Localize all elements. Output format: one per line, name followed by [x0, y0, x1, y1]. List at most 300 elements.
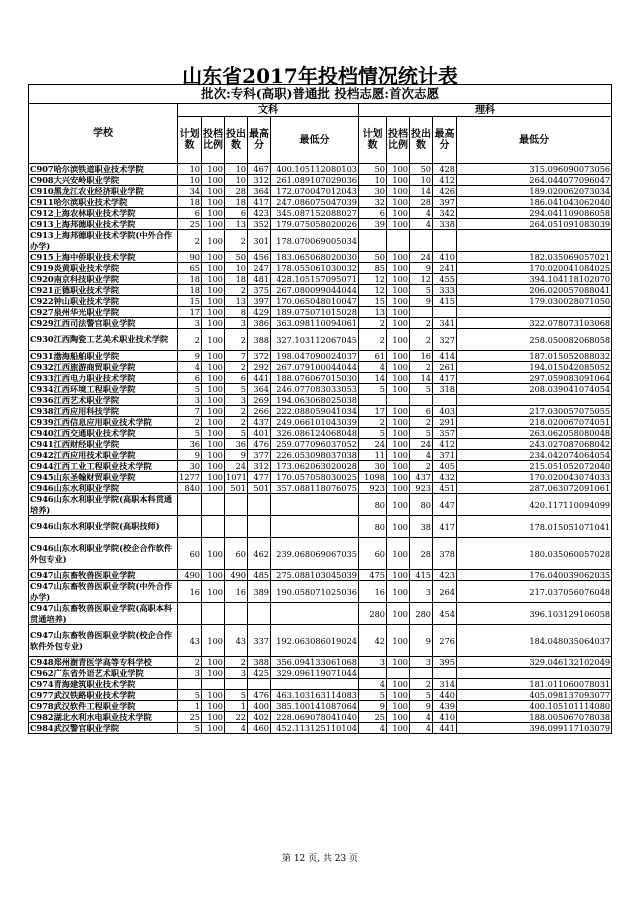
value-cell: 5 — [359, 428, 387, 439]
value-cell: 100 — [202, 657, 225, 668]
value-cell: 18 — [178, 197, 202, 208]
school-cell: C933江西电力职业技术学院 — [29, 373, 178, 384]
table-row — [29, 307, 612, 318]
value-cell: 100 — [387, 657, 410, 668]
table-row — [29, 581, 612, 603]
school-cell: C932江西旅游商贸职业学院 — [29, 362, 178, 373]
value-cell: 100 — [202, 351, 225, 362]
value-cell: 100 — [202, 230, 225, 252]
value-cell: 100 — [202, 428, 225, 439]
value-cell: 6 — [178, 373, 202, 384]
value-cell: 100 — [387, 362, 410, 373]
value-cell: 455 — [433, 274, 457, 285]
value-cell: 100 — [387, 417, 410, 428]
header-min: 最低分 — [271, 117, 359, 164]
value-cell: 60 — [359, 538, 387, 570]
table-row — [29, 318, 612, 329]
value-cell: 100 — [202, 395, 225, 406]
value-cell: 9 — [410, 625, 433, 657]
value-cell: 10 — [225, 175, 248, 186]
value-cell: 100 — [387, 450, 410, 461]
value-cell: 923 — [410, 483, 433, 494]
value-cell: 292 — [248, 362, 271, 373]
value-cell: 188.076067015030 — [271, 373, 359, 384]
value-cell: 447 — [433, 494, 457, 516]
value-cell: 14 — [410, 186, 433, 197]
value-cell: 452.113125110104 — [271, 723, 359, 734]
value-cell — [202, 494, 225, 516]
school-cell: C947山东畜牧兽医职业学院(校企合作软件外包专业) — [29, 625, 178, 657]
value-cell: 475 — [359, 570, 387, 581]
value-cell: 206.020057088041 — [457, 285, 612, 296]
value-cell: 4 — [359, 723, 387, 734]
value-cell — [225, 516, 248, 538]
value-cell: 15 — [359, 296, 387, 307]
school-cell: C913上海邦德职业技术学院(中外合作办学) — [29, 230, 178, 252]
value-cell: 4 — [359, 679, 387, 690]
school-cell: C945山东圣翰财贸职业学院 — [29, 472, 178, 483]
value-cell: 327 — [433, 329, 457, 351]
value-cell: 11 — [359, 450, 387, 461]
value-cell: 312 — [248, 461, 271, 472]
value-cell: 28 — [410, 197, 433, 208]
table-row — [29, 472, 612, 483]
value-cell: 100 — [202, 384, 225, 395]
value-cell: 5 — [359, 384, 387, 395]
value-cell: 451 — [433, 483, 457, 494]
value-cell: 100 — [202, 723, 225, 734]
value-cell: 415 — [433, 296, 457, 307]
value-cell: 4 — [410, 723, 433, 734]
value-cell: 173.062063020028 — [271, 461, 359, 472]
value-cell: 100 — [202, 197, 225, 208]
table-row — [29, 570, 612, 581]
value-cell: 239.068069067035 — [271, 538, 359, 570]
value-cell: 28 — [410, 538, 433, 570]
value-cell: 5 — [178, 384, 202, 395]
value-cell: 2 — [225, 417, 248, 428]
school-cell: C938江西应用科技学院 — [29, 406, 178, 417]
value-cell: 28 — [225, 186, 248, 197]
value-cell: 10 — [178, 175, 202, 186]
value-cell — [202, 603, 225, 625]
value-cell — [359, 668, 387, 679]
value-cell: 100 — [202, 318, 225, 329]
table-row — [29, 296, 612, 307]
value-cell: 267.080099044044 — [271, 285, 359, 296]
table-row — [29, 384, 612, 395]
value-cell: 100 — [202, 450, 225, 461]
value-cell: 22 — [225, 712, 248, 723]
value-cell: 13 — [225, 296, 248, 307]
table-row — [29, 208, 612, 219]
value-cell: 280 — [410, 603, 433, 625]
value-cell: 100 — [387, 625, 410, 657]
value-cell: 10 — [225, 164, 248, 175]
value-cell — [271, 516, 359, 538]
value-cell: 2 — [410, 461, 433, 472]
value-cell: 16 — [225, 581, 248, 603]
value-cell: 100 — [387, 318, 410, 329]
header-min: 最低分 — [457, 117, 612, 164]
value-cell: 10 — [178, 164, 202, 175]
value-cell: 432 — [433, 472, 457, 483]
value-cell: 100 — [387, 186, 410, 197]
value-cell: 9 — [410, 296, 433, 307]
school-cell: C946山东水利职业学院(校企合作软件外包专业) — [29, 538, 178, 570]
value-cell: 357.088118076075 — [271, 483, 359, 494]
value-cell: 312 — [248, 175, 271, 186]
value-cell: 410 — [433, 252, 457, 263]
value-cell: 100 — [387, 384, 410, 395]
value-cell: 412 — [433, 175, 457, 186]
table-row — [29, 690, 612, 701]
value-cell: 462 — [248, 538, 271, 570]
value-cell: 1071 — [226, 472, 247, 482]
value-cell: 275.088103045039 — [271, 570, 359, 581]
value-cell: 1 — [178, 701, 202, 712]
value-cell: 100 — [202, 417, 225, 428]
table-body — [29, 164, 612, 734]
header-toudang: 投出数 — [410, 117, 433, 164]
value-cell: 100 — [202, 307, 225, 318]
value-cell: 3 — [178, 318, 202, 329]
table-row — [29, 516, 612, 538]
value-cell: 4 — [178, 362, 202, 373]
value-cell: 9 — [225, 450, 248, 461]
value-cell — [225, 679, 248, 690]
value-cell: 467 — [248, 164, 271, 175]
value-cell: 100 — [202, 570, 225, 581]
value-cell: 100 — [202, 406, 225, 417]
value-cell: 32 — [359, 197, 387, 208]
value-cell — [178, 494, 202, 516]
value-cell: 186.041043062040 — [457, 197, 612, 208]
value-cell: 100 — [202, 329, 225, 351]
value-cell — [457, 307, 612, 318]
value-cell: 269 — [248, 395, 271, 406]
value-cell: 378 — [433, 538, 457, 570]
table-row — [29, 175, 612, 186]
value-cell: 4 — [225, 723, 248, 734]
value-cell: 80 — [359, 516, 387, 538]
value-cell: 2 — [178, 230, 202, 252]
value-cell: 60 — [225, 538, 248, 570]
value-cell: 410 — [433, 712, 457, 723]
value-cell: 189.075071015028 — [271, 307, 359, 318]
value-cell: 345.087152088027 — [271, 208, 359, 219]
value-cell: 371 — [433, 450, 457, 461]
school-cell: C922钟山职业技术学院 — [29, 296, 178, 307]
school-cell: C912上海农林职业技术学院 — [29, 208, 178, 219]
value-cell: 397 — [248, 296, 271, 307]
school-cell: C930江西陶瓷工艺美术职业技术学院 — [29, 329, 178, 351]
header-ratio: 投档比例 — [202, 117, 225, 164]
value-cell: 100 — [387, 472, 410, 483]
value-cell: 38 — [410, 516, 433, 538]
value-cell: 364 — [248, 186, 271, 197]
value-cell: 287.063072091061 — [457, 483, 612, 494]
value-cell: 476 — [248, 439, 271, 450]
value-cell: 100 — [387, 570, 410, 581]
value-cell — [248, 516, 271, 538]
value-cell: 258.050082068058 — [457, 329, 612, 351]
table-row — [29, 657, 612, 668]
value-cell: 12 — [359, 274, 387, 285]
value-cell: 187.015052088032 — [457, 351, 612, 362]
value-cell: 100 — [387, 296, 410, 307]
value-cell: 246.077083033053 — [271, 384, 359, 395]
value-cell: 183.065068020030 — [271, 252, 359, 263]
table-row — [29, 274, 612, 285]
value-cell: 401 — [248, 428, 271, 439]
value-cell: 100 — [202, 164, 225, 175]
value-cell: 222.088059041034 — [271, 406, 359, 417]
school-cell: C913上海邦德职业技术学院 — [29, 219, 178, 230]
value-cell: 315.096090073056 — [457, 164, 612, 175]
value-cell — [248, 494, 271, 516]
value-cell: 2 — [410, 679, 433, 690]
value-cell: 338 — [433, 219, 457, 230]
value-cell: 460 — [248, 723, 271, 734]
value-cell: 194.015042085052 — [457, 362, 612, 373]
value-cell: 17 — [359, 406, 387, 417]
value-cell: 5 — [178, 690, 202, 701]
value-cell — [387, 395, 410, 406]
value-cell: 386 — [248, 318, 271, 329]
batch-banner: 批次:专科(高职)普通批 投档志愿:首次志愿 — [29, 85, 612, 104]
value-cell: 217.030057075055 — [457, 406, 612, 417]
value-cell: 50 — [359, 252, 387, 263]
value-cell — [359, 230, 387, 252]
value-cell: 14 — [359, 373, 387, 384]
admission-table — [28, 84, 612, 734]
school-cell: C927泉州华光职业学院 — [29, 307, 178, 318]
school-cell: C974青海建筑职业技术学院 — [29, 679, 178, 690]
value-cell: 375 — [248, 285, 271, 296]
school-cell: C929江西司法警官职业学院 — [29, 318, 178, 329]
value-cell: 100 — [387, 252, 410, 263]
value-cell: 17 — [178, 307, 202, 318]
value-cell: 100 — [387, 263, 410, 274]
value-cell: 65 — [178, 263, 202, 274]
value-cell: 2 — [359, 329, 387, 351]
value-cell: 3 — [410, 657, 433, 668]
value-cell: 3 — [178, 668, 202, 679]
value-cell: 337 — [248, 625, 271, 657]
school-cell: C939江西信息应用职业技术学院 — [29, 417, 178, 428]
value-cell: 291 — [433, 417, 457, 428]
value-cell: 6 — [225, 373, 248, 384]
value-cell: 333 — [433, 285, 457, 296]
value-cell: 43 — [225, 625, 248, 657]
value-cell: 425 — [248, 668, 271, 679]
value-cell: 5 — [225, 690, 248, 701]
value-cell: 2 — [225, 230, 248, 252]
value-cell: 100 — [202, 263, 225, 274]
value-cell: 16 — [410, 351, 433, 362]
value-cell: 100 — [202, 625, 225, 657]
value-cell: 170.065048010047 — [271, 296, 359, 307]
value-cell: 280 — [359, 603, 387, 625]
value-cell: 5 — [359, 690, 387, 701]
value-cell: 840 — [178, 483, 202, 494]
value-cell: 2 — [410, 417, 433, 428]
page-footer: 第 12 页, 共 23 页 — [281, 854, 359, 864]
value-cell: 60 — [178, 538, 202, 570]
value-cell: 10 — [225, 263, 248, 274]
value-cell — [359, 395, 387, 406]
value-cell: 261 — [433, 362, 457, 373]
value-cell: 357 — [433, 428, 457, 439]
table-row — [29, 373, 612, 384]
value-cell: 403 — [433, 406, 457, 417]
value-cell — [410, 668, 433, 679]
value-cell: 429 — [248, 307, 271, 318]
value-cell: 100 — [387, 723, 410, 734]
value-cell: 1 — [225, 701, 248, 712]
value-cell — [387, 230, 410, 252]
value-cell: 276 — [433, 625, 457, 657]
value-cell: 24 — [359, 439, 387, 450]
value-cell: 454 — [433, 603, 457, 625]
value-cell: 100 — [387, 351, 410, 362]
table-row — [29, 603, 612, 625]
table-row — [29, 186, 612, 197]
value-cell: 377 — [248, 450, 271, 461]
value-cell: 100 — [202, 252, 225, 263]
value-cell: 322.078073103068 — [457, 318, 612, 329]
value-cell: 178.070069005034 — [271, 230, 359, 252]
school-cell: C908大兴安岭职业学院 — [29, 175, 178, 186]
school-cell: C911哈尔滨职业技术学院 — [29, 197, 178, 208]
value-cell: 5 — [410, 285, 433, 296]
value-cell: 4 — [359, 362, 387, 373]
value-cell: 3 — [410, 581, 433, 603]
table-row — [29, 439, 612, 450]
value-cell: 100 — [202, 219, 225, 230]
value-cell: 389 — [248, 581, 271, 603]
value-cell: 428 — [433, 164, 457, 175]
value-cell: 10 — [410, 175, 433, 186]
school-cell: C942江西应用技术职业学院 — [29, 450, 178, 461]
value-cell: 428.105157095071 — [271, 274, 359, 285]
value-cell: 3 — [359, 657, 387, 668]
table-row — [29, 219, 612, 230]
value-cell: 8 — [225, 307, 248, 318]
value-cell: 481 — [248, 274, 271, 285]
value-cell: 440 — [433, 690, 457, 701]
value-cell: 356.094133061068 — [271, 657, 359, 668]
value-cell — [387, 668, 410, 679]
value-cell: 400 — [248, 701, 271, 712]
value-cell: 18 — [178, 274, 202, 285]
value-cell: 180.035060057028 — [457, 538, 612, 570]
value-cell: 25 — [359, 712, 387, 723]
value-cell: 100 — [202, 208, 225, 219]
value-cell: 179.030028071050 — [457, 296, 612, 307]
value-cell: 215.051052072040 — [457, 461, 612, 472]
value-cell: 5 — [410, 384, 433, 395]
value-cell: 477 — [248, 472, 271, 483]
value-cell: 9 — [410, 263, 433, 274]
value-cell: 426 — [433, 186, 457, 197]
value-cell: 2 — [178, 657, 202, 668]
value-cell: 490 — [178, 570, 202, 581]
value-cell: 80 — [359, 494, 387, 516]
value-cell: 172.070047012043 — [271, 186, 359, 197]
table-row — [29, 668, 612, 679]
school-cell: C921正德职业技术学院 — [29, 285, 178, 296]
value-cell: 100 — [387, 516, 410, 538]
value-cell: 226.053098037038 — [271, 450, 359, 461]
table-row — [29, 494, 612, 516]
school-cell: C947山东畜牧兽医职业学院 — [29, 570, 178, 581]
value-cell: 208.039041074054 — [457, 384, 612, 395]
value-cell: 318 — [433, 384, 457, 395]
value-cell: 3 — [178, 395, 202, 406]
value-cell: 423 — [248, 208, 271, 219]
value-cell: 267.079100044044 — [271, 362, 359, 373]
school-cell: C982湖北水利水电职业技术学院 — [29, 712, 178, 723]
table-row — [29, 450, 612, 461]
value-cell: 30 — [359, 186, 387, 197]
value-cell — [271, 679, 359, 690]
school-cell: C907哈尔滨铁道职业技术学院 — [29, 164, 178, 175]
school-cell: C934江西环境工程职业学院 — [29, 384, 178, 395]
value-cell: 395 — [433, 657, 457, 668]
table-row — [29, 625, 612, 657]
value-cell: 437 — [248, 417, 271, 428]
table-row — [29, 406, 612, 417]
value-cell: 170.057058030025 — [271, 472, 359, 483]
value-cell — [433, 307, 457, 318]
value-cell: 178.055061030032 — [271, 263, 359, 274]
value-cell: 90 — [178, 252, 202, 263]
value-cell: 414 — [433, 351, 457, 362]
value-cell: 194.063068025038 — [271, 395, 359, 406]
value-cell: 3 — [225, 668, 248, 679]
value-cell — [410, 307, 433, 318]
value-cell: 364 — [248, 384, 271, 395]
table-row — [29, 712, 612, 723]
value-cell: 18 — [178, 285, 202, 296]
value-cell: 100 — [387, 329, 410, 351]
value-cell: 234.042074064054 — [457, 450, 612, 461]
value-cell: 24 — [410, 439, 433, 450]
value-cell: 176.040039062035 — [457, 570, 612, 581]
value-cell: 329.046132102049 — [457, 657, 612, 668]
value-cell: 217.037056076048 — [457, 581, 612, 603]
value-cell: 24 — [225, 461, 248, 472]
table-row — [29, 285, 612, 296]
value-cell: 100 — [202, 296, 225, 307]
value-cell: 456 — [248, 252, 271, 263]
school-cell: C946山东水利职业学院(高职技师) — [29, 516, 178, 538]
value-cell: 50 — [359, 164, 387, 175]
table-row — [29, 329, 612, 351]
value-cell: 264 — [433, 581, 457, 603]
value-cell: 490 — [225, 570, 248, 581]
value-cell: 420.117110094099 — [457, 494, 612, 516]
value-cell: 501 — [248, 483, 271, 494]
value-cell: 100 — [202, 186, 225, 197]
value-cell: 100 — [202, 483, 225, 494]
value-cell: 266 — [248, 406, 271, 417]
value-cell: 405.098137093077 — [457, 690, 612, 701]
value-cell: 100 — [387, 164, 410, 175]
value-cell: 100 — [202, 690, 225, 701]
